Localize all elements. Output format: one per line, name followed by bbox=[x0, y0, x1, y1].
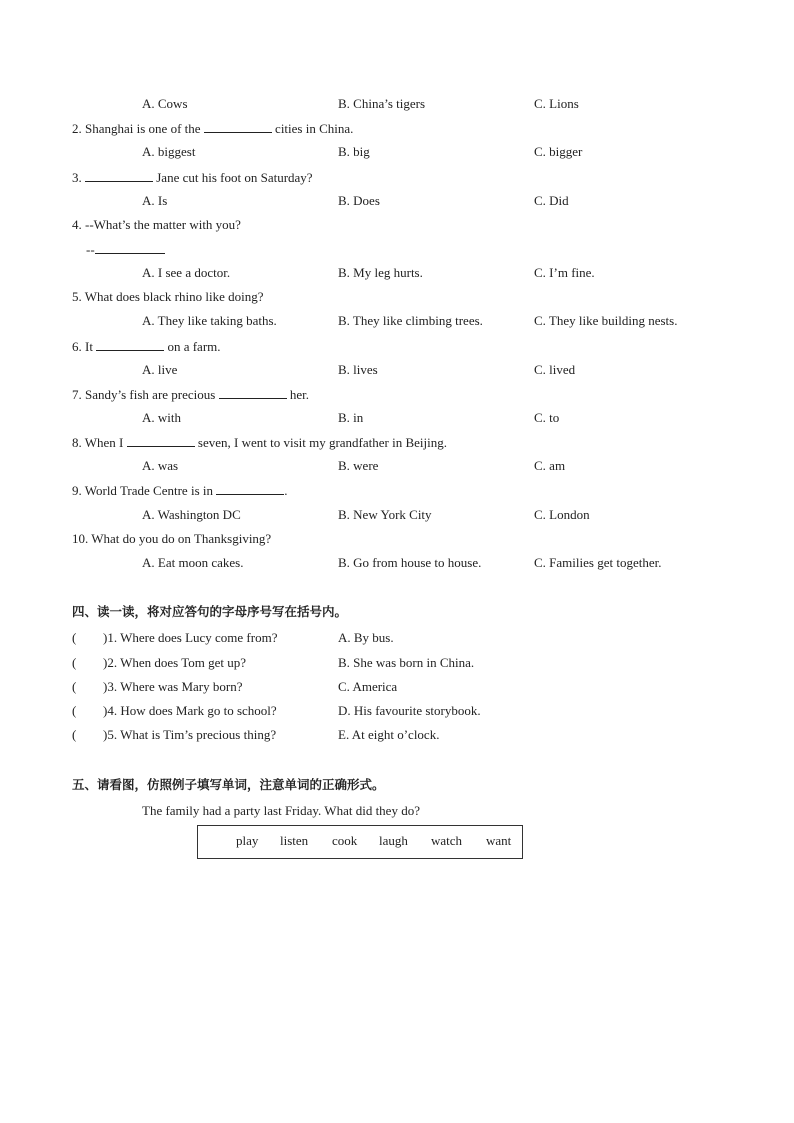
q7-text-pre: 7. Sandy’s fish are precious bbox=[72, 387, 216, 402]
match-answer-slot-1[interactable] bbox=[80, 630, 102, 642]
q7-blank[interactable] bbox=[219, 386, 287, 399]
q8-option-b: B. were bbox=[338, 458, 379, 473]
match-answer-slot-4[interactable] bbox=[80, 703, 102, 715]
q9-text-pre: 9. World Trade Centre is in bbox=[72, 483, 213, 498]
q2-option-b: B. big bbox=[338, 144, 370, 159]
q1-option-a: A. Cows bbox=[142, 96, 188, 111]
q8-option-c: C. am bbox=[534, 458, 566, 473]
q10-option-c: C. Families get together. bbox=[534, 555, 662, 570]
section-4-heading: 四、读一读，将对应答句的字母序号写在括号内。 bbox=[72, 604, 348, 619]
q9-option-a: A. Washington DC bbox=[142, 507, 241, 522]
q4-blank[interactable] bbox=[95, 241, 165, 254]
q10-option-a: A. Eat moon cakes. bbox=[142, 555, 244, 570]
match-answer-slot-5[interactable] bbox=[80, 727, 102, 739]
q1-option-c: C. Lions bbox=[534, 96, 579, 111]
match-answer-c: C. America bbox=[338, 679, 398, 694]
match-paren-4: ( bbox=[72, 703, 77, 718]
q8-text-post: seven, I went to visit my grandfather in Beijing. bbox=[197, 435, 448, 450]
match-question-4: )4. How does Mark go to school? bbox=[103, 703, 277, 718]
q9-option-b: B. New York City bbox=[338, 507, 432, 522]
q6-option-a: A. live bbox=[142, 362, 178, 377]
q3-option-c: C. Did bbox=[534, 193, 569, 208]
q2-blank[interactable] bbox=[204, 120, 272, 133]
word-bank-item: play bbox=[236, 833, 259, 848]
word-bank-item: cook bbox=[332, 833, 358, 848]
q9-blank[interactable] bbox=[216, 482, 284, 495]
q6-option-b: B. lives bbox=[338, 362, 378, 377]
q2-option-c: C. bigger bbox=[534, 144, 583, 159]
question-8 bbox=[72, 434, 447, 451]
section-5-heading: 五、请看图，仿照例子填写单词，注意单词的正确形式。 bbox=[72, 777, 385, 792]
word-bank-box bbox=[197, 825, 523, 859]
question-3 bbox=[72, 169, 313, 186]
word-bank-item: watch bbox=[431, 833, 463, 848]
q8-option-a: A. was bbox=[142, 458, 179, 473]
question-9 bbox=[72, 482, 288, 499]
q2-text-pre: 2. Shanghai is one of the bbox=[72, 121, 201, 136]
q4-option-b: B. My leg hurts. bbox=[338, 265, 423, 280]
q5-option-c: C. They like building nests. bbox=[534, 313, 678, 328]
question-4: 4. --What’s the matter with you? bbox=[72, 217, 241, 232]
q3-text-post: Jane cut his foot on Saturday? bbox=[156, 170, 313, 185]
q4-option-c: C. I’m fine. bbox=[534, 265, 595, 280]
q1-option-b: B. China’s tigers bbox=[338, 96, 426, 111]
match-answer-slot-3[interactable] bbox=[80, 679, 102, 691]
word-bank-item: listen bbox=[280, 833, 309, 848]
q2-option-a: A. biggest bbox=[142, 144, 196, 159]
section-5-prompt: The family had a party last Friday. What did they do? bbox=[142, 803, 420, 818]
question-7 bbox=[72, 386, 309, 403]
q3-blank[interactable] bbox=[85, 169, 153, 182]
q8-text-pre: 8. When I bbox=[72, 435, 124, 450]
match-answer-b: B. She was born in China. bbox=[338, 655, 475, 670]
match-paren-5: ( bbox=[72, 727, 77, 742]
q3-option-a: A. Is bbox=[142, 193, 168, 208]
q5-option-b: B. They like climbing trees. bbox=[338, 313, 483, 328]
question-10: 10. What do you do on Thanksgiving? bbox=[72, 531, 272, 546]
match-paren-3: ( bbox=[72, 679, 77, 694]
match-question-2: )2. When does Tom get up? bbox=[103, 655, 247, 670]
q2-text-post: cities in China. bbox=[275, 121, 354, 136]
match-question-1: )1. Where does Lucy come from? bbox=[103, 630, 278, 645]
q6-text-pre: 6. It bbox=[72, 339, 93, 354]
word-bank-item: want bbox=[486, 833, 512, 848]
q9-option-c: C. London bbox=[534, 507, 590, 522]
q9-text-post: . bbox=[284, 483, 288, 498]
q6-option-c: C. lived bbox=[534, 362, 576, 377]
q7-option-b: B. in bbox=[338, 410, 364, 425]
q5-option-a: A. They like taking baths. bbox=[142, 313, 277, 328]
match-answer-e: E. At eight o’clock. bbox=[338, 727, 440, 742]
match-answer-slot-2[interactable] bbox=[80, 655, 102, 667]
q7-option-a: A. with bbox=[142, 410, 181, 425]
match-answer-a: A. By bus. bbox=[338, 630, 394, 645]
q7-text-post: her. bbox=[289, 387, 309, 402]
question-6 bbox=[72, 338, 221, 355]
q6-blank[interactable] bbox=[96, 338, 164, 351]
match-answer-d: D. His favourite storybook. bbox=[338, 703, 481, 718]
match-paren-1: ( bbox=[72, 630, 77, 645]
q10-option-b: B. Go from house to house. bbox=[338, 555, 482, 570]
q6-text-post: on a farm. bbox=[167, 339, 221, 354]
match-paren-2: ( bbox=[72, 655, 77, 670]
q4-dash: -- bbox=[86, 242, 95, 257]
question-5: 5. What does black rhino like doing? bbox=[72, 289, 264, 304]
q7-option-c: C. to bbox=[534, 410, 560, 425]
q8-blank[interactable] bbox=[127, 434, 195, 447]
q4-option-a: A. I see a doctor. bbox=[142, 265, 231, 280]
match-question-5: )5. What is Tim’s precious thing? bbox=[103, 727, 277, 742]
question-2 bbox=[72, 120, 353, 137]
match-question-3: )3. Where was Mary born? bbox=[103, 679, 243, 694]
q3-option-b: B. Does bbox=[338, 193, 380, 208]
question-4-response bbox=[86, 241, 165, 258]
q3-text-pre: 3. bbox=[72, 170, 82, 185]
word-bank-item: laugh bbox=[379, 833, 408, 848]
